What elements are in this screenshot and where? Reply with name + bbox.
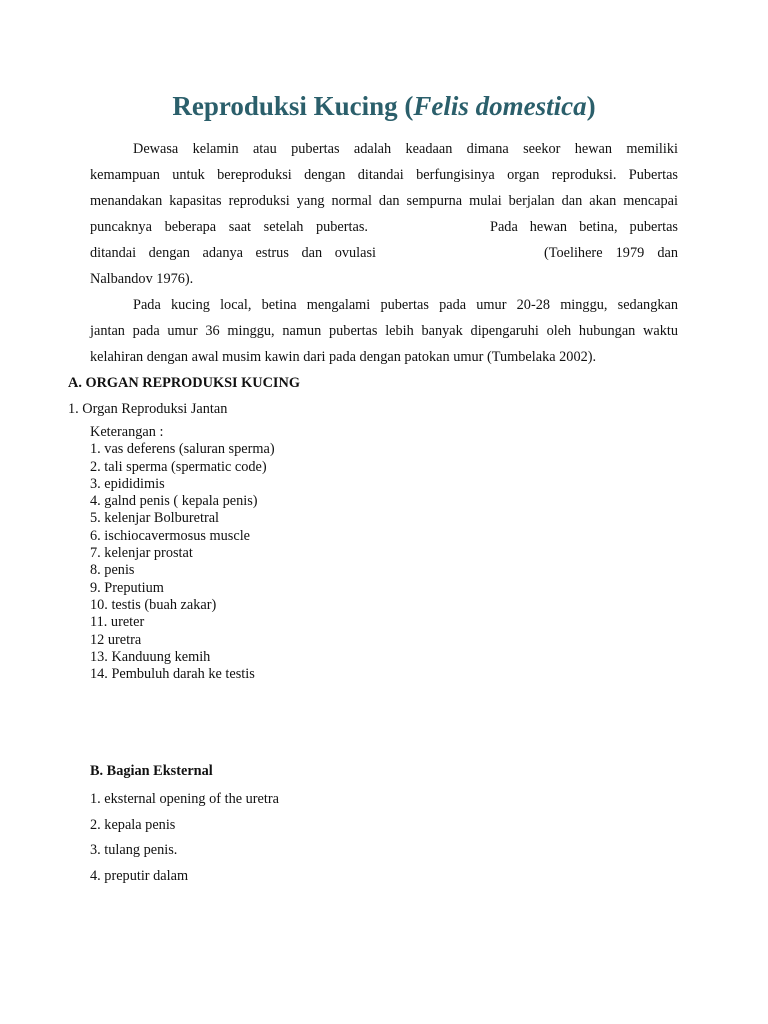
intro-line-5: [90, 240, 678, 266]
list-item: 1. eksternal opening of the uretra: [90, 791, 279, 807]
list-item: 9. Preputium: [90, 579, 164, 596]
list-item: 7. kelenjar prostat: [90, 545, 193, 562]
section-a-heading: A. ORGAN REPRODUKSI KUCING: [68, 375, 300, 391]
section-b-heading: B. Bagian Eksternal: [90, 763, 213, 779]
title-main: Reproduksi Kucing (: [172, 91, 414, 121]
external-parts-list: [90, 789, 279, 892]
list-item: 10. testis (buah zakar): [90, 596, 217, 613]
intro-line-1: Dewasa kelamin atau pubertas adalah keadaan dimana seekor hewan memiliki: [133, 141, 678, 157]
para2-line-1: Pada kucing local, betina mengalami pubertas pada umur 20-28 minggu, sedangkan: [133, 297, 678, 313]
page-title: [0, 88, 768, 124]
list-item: 3. epididimis: [90, 475, 165, 492]
keterangan-list: [90, 441, 275, 683]
list-item: 5. kelenjar Bolburetral: [90, 510, 220, 527]
intro-line-5-left: ditandai dengan adanya estrus dan ovulasi: [90, 245, 376, 261]
subsection-1-heading: 1. Organ Reproduksi Jantan: [68, 401, 228, 417]
keterangan-label: Keterangan :: [90, 424, 164, 440]
intro-line-2: kemampuan untuk bereproduksi dengan ditandai berfungisinya organ reproduksi. Pubertas: [90, 167, 678, 183]
intro-line-3: menandakan kapasitas reproduksi yang normal dan sempurna mulai berjalan dan akan mencapai: [90, 193, 678, 209]
list-item: 14. Pembuluh darah ke testis: [90, 666, 255, 683]
list-item: 4. galnd penis ( kepala penis): [90, 493, 258, 510]
intro-line-4-left: puncaknya beberapa saat setelah pubertas.: [90, 219, 368, 235]
intro-line-5-right: (Toelihere 1979 dan: [544, 245, 678, 261]
list-item: 4. preputir dalam: [90, 868, 189, 885]
list-item: 2. kepala penis: [90, 816, 176, 833]
title-close: ): [586, 91, 596, 121]
list-item: 8. penis: [90, 562, 135, 579]
para2-line-2: jantan pada umur 36 minggu, namun pubertas lebih banyak dipengaruhi oleh hubungan waktu: [90, 323, 678, 339]
intro-paragraph: [90, 136, 678, 292]
keterangan-block: [90, 424, 275, 683]
list-item: 6. ischiocavermosus muscle: [90, 527, 251, 544]
intro-line-4: [90, 214, 678, 240]
list-item: 13. Kanduung kemih: [90, 648, 211, 665]
intro-line-6: Nalbandov 1976).: [90, 271, 194, 287]
list-item: 3. tulang penis.: [90, 842, 178, 859]
list-item: 2. tali sperma (spermatic code): [90, 458, 267, 475]
intro-line-4-right: Pada hewan betina, pubertas: [490, 219, 678, 235]
list-item: 12 uretra: [90, 631, 142, 648]
list-item: 1. vas deferens (saluran sperma): [90, 441, 275, 458]
pubertas-paragraph: [90, 292, 678, 370]
list-item: 11. ureter: [90, 614, 145, 631]
para2-line-3: kelahiran dengan awal musim kawin dari pada dengan patokan umur (Tumbelaka 2002).: [90, 349, 597, 365]
title-italic: Felis domestica: [413, 91, 587, 121]
